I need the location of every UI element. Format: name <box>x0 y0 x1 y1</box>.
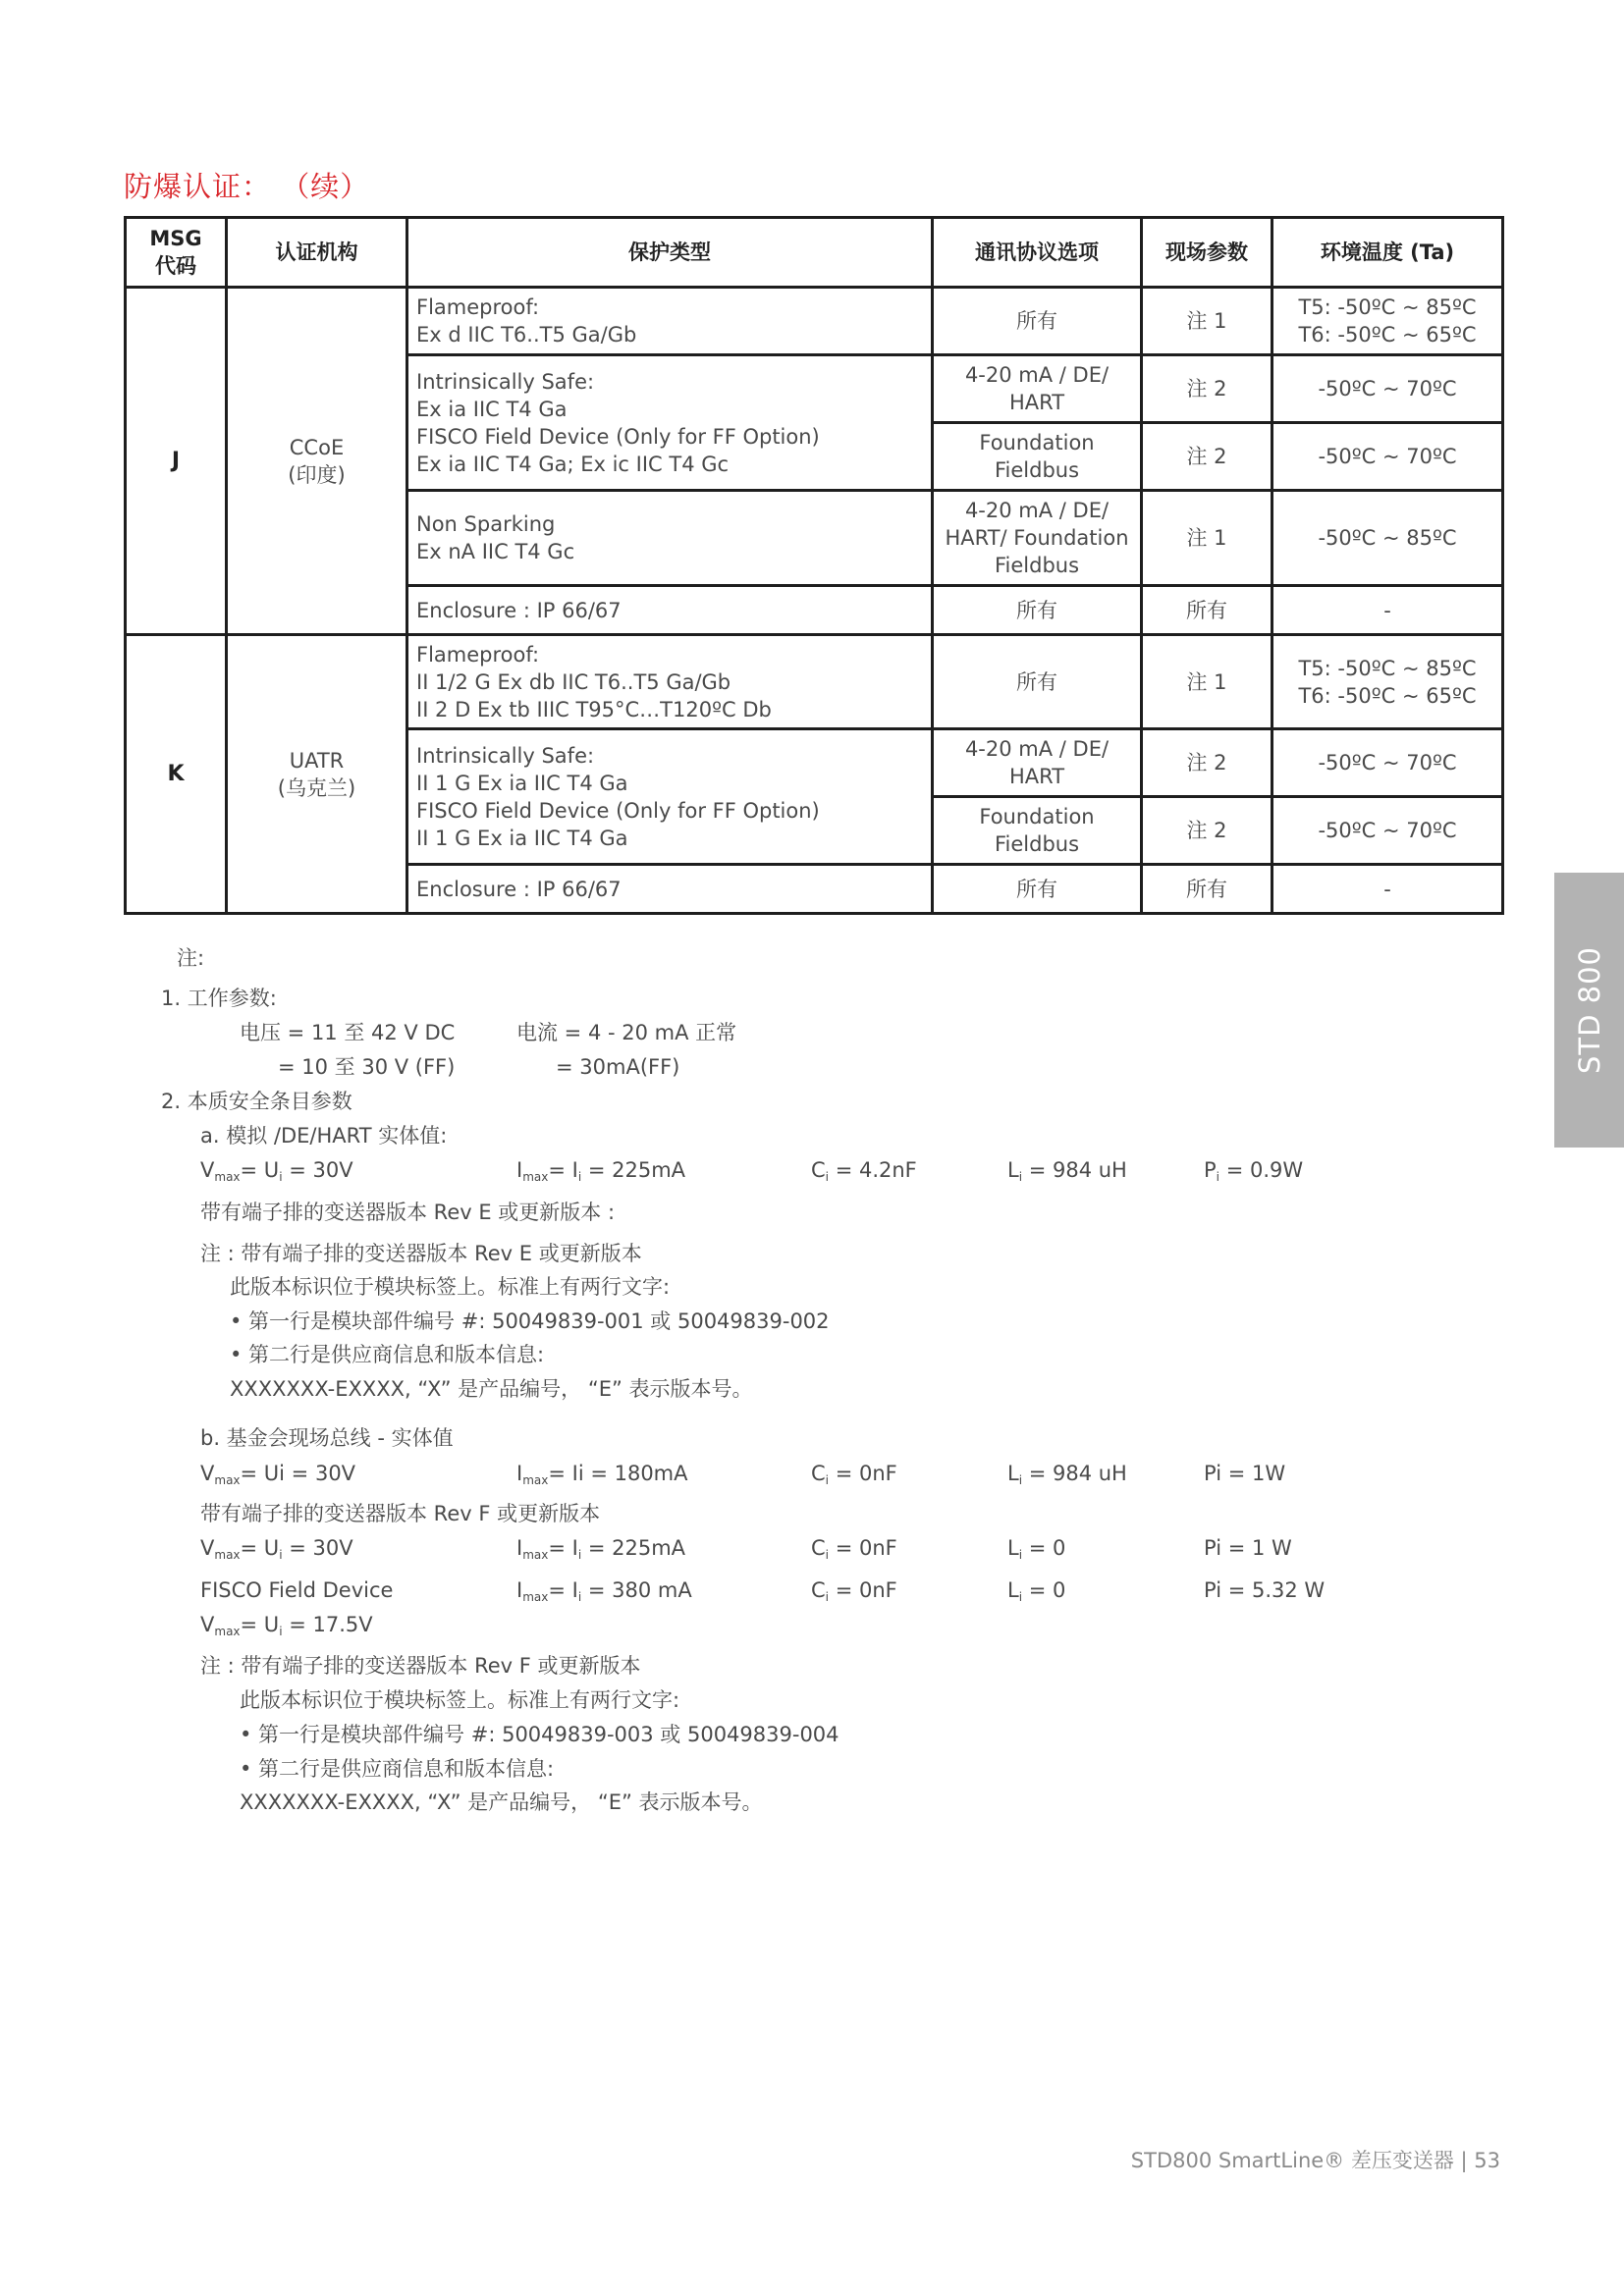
a-li: $L_i = 984$ uH <box>1007 1158 1127 1184</box>
header-ambient-temp: 环境温度 (Ta) <box>1272 218 1503 288</box>
section-title: 防爆认证： （续） <box>124 170 370 203</box>
b4-vmax: $V_{max}= U_i = 17.5V$ <box>200 1613 373 1638</box>
b1-li: $L_i = 984$ uH <box>1007 1462 1127 1487</box>
comm-cell: 所有 <box>933 865 1142 914</box>
protection-cell: Enclosure : IP 66/67 <box>407 586 933 635</box>
b-rev: 带有端子排的变送器版本 Rev F 或更新版本 <box>200 1502 601 1525</box>
a-imax: $I_{max}= I_i = 225mA$ <box>516 1158 686 1184</box>
note-2-title: 2. 本质安全条目参数 <box>161 1090 352 1113</box>
field-cell: 注 2 <box>1142 423 1272 491</box>
temp-cell: -50ºC ~ 70ºC <box>1272 797 1503 865</box>
a-ci: $C_i = 4.2nF$ <box>811 1158 917 1184</box>
comm-cell: 所有 <box>933 288 1142 355</box>
protection-cell: Flameproof: II 1/2 G Ex db IIC T6..T5 Ga/Gb II 2 D Ex tb IIIC T95°C…T120ºC Db <box>407 635 933 729</box>
note-2a-title: a. 模拟 /DE/HART 实体值: <box>200 1124 448 1148</box>
b2-ci: $C_i = 0nF$ <box>811 1536 897 1562</box>
field-cell: 注 2 <box>1142 797 1272 865</box>
side-tab <box>1554 873 1624 1148</box>
a-rev: 带有端子排的变送器版本 Rev E 或更新版本 : <box>200 1201 616 1224</box>
b-note-2: 此版本标识位于模块标签上。标准上有两行文字: <box>240 1688 680 1712</box>
field-cell: 注 1 <box>1142 491 1272 586</box>
table-header-row <box>126 218 1503 288</box>
comm-cell: 4-20 mA / DE/ HART <box>933 355 1142 423</box>
field-cell: 注 2 <box>1142 729 1272 797</box>
field-cell: 所有 <box>1142 865 1272 914</box>
temp-cell: -50ºC ~ 85ºC <box>1272 491 1503 586</box>
msg-code-k: K <box>126 635 227 914</box>
a-note-4: • 第二行是供应商信息和版本信息: <box>230 1343 545 1366</box>
a-note-2: 此版本标识位于模块标签上。标准上有两行文字: <box>230 1275 671 1299</box>
protection-cell: Intrinsically Safe: Ex ia IIC T4 Ga FISCO Field Device (Only for FF Option) Ex ia IIC T4 Ga; Ex ic IIC T4 Gc <box>407 355 933 491</box>
comm-cell: 4-20 mA / DE/ HART/ Foundation Fieldbus <box>933 491 1142 586</box>
temp-cell: -50ºC ~ 70ºC <box>1272 729 1503 797</box>
comm-cell: 4-20 mA / DE/ HART <box>933 729 1142 797</box>
note-1-title: 1. 工作参数: <box>161 987 277 1010</box>
a-vmax: $V_{max}= U_i = 30V$ <box>200 1158 353 1184</box>
temp-cell: T5: -50ºC ~ 85ºC T6: -50ºC ~ 65ºC <box>1272 288 1503 355</box>
voltage-ff: = 10 至 30 V (FF) <box>278 1055 456 1079</box>
b3-li: $L_i = 0$ <box>1007 1578 1066 1604</box>
current-normal: 电流 = 4 - 20 mA 正常 <box>516 1021 737 1044</box>
page-footer: STD800 SmartLine® 差压变送器 | 53 <box>1130 2149 1500 2172</box>
table-row <box>126 288 1503 355</box>
protection-cell: Non Sparking Ex nA IIC T4 Gc <box>407 491 933 586</box>
msg-code-j: J <box>126 288 227 635</box>
b2-vmax: $V_{max}= U_i = 30V$ <box>200 1536 353 1562</box>
b1-vmax: $V_{max}= Ui = 30V$ <box>200 1462 356 1487</box>
table-row <box>126 635 1503 729</box>
field-cell: 注 1 <box>1142 635 1272 729</box>
comm-cell: 所有 <box>933 635 1142 729</box>
agency-uatr: UATR (乌克兰) <box>227 635 407 914</box>
field-cell: 所有 <box>1142 586 1272 635</box>
certification-table <box>124 216 1504 915</box>
header-comm-option: 通讯协议选项 <box>933 218 1142 288</box>
side-tab-label: STD 800 <box>1572 945 1606 1075</box>
b3-imax: $I_{max}= I_i = 380$ mA <box>516 1578 692 1604</box>
temp-cell: -50ºC ~ 70ºC <box>1272 355 1503 423</box>
comm-cell: 所有 <box>933 586 1142 635</box>
current-ff: = 30mA(FF) <box>556 1055 680 1079</box>
b-note-3: • 第一行是模块部件编号 #: 50049839-003 或 50049839-004 <box>240 1723 839 1746</box>
voltage-normal: 电压 = 11 至 42 V DC <box>240 1021 456 1044</box>
protection-cell: Enclosure : IP 66/67 <box>407 865 933 914</box>
comm-cell: Foundation Fieldbus <box>933 797 1142 865</box>
protection-cell: Intrinsically Safe: II 1 G Ex ia IIC T4 Ga FISCO Field Device (Only for FF Option) II 1 G Ex ia IIC T4 Ga <box>407 729 933 865</box>
note-2b-title: b. 基金会现场总线 - 实体值 <box>200 1426 454 1450</box>
b3-fisco: FISCO Field Device <box>200 1578 394 1602</box>
notes-heading: 注: <box>177 946 205 970</box>
b3-ci: $C_i = 0nF$ <box>811 1578 897 1604</box>
b1-imax: $I_{max}= Ii = 180mA$ <box>516 1462 688 1487</box>
header-agency: 认证机构 <box>227 218 407 288</box>
field-cell: 注 1 <box>1142 288 1272 355</box>
b1-ci: $C_i = 0nF$ <box>811 1462 897 1487</box>
header-protection-type: 保护类型 <box>407 218 933 288</box>
b2-pi: Pi = 1 W <box>1204 1536 1292 1560</box>
b2-li: $L_i = 0$ <box>1007 1536 1066 1562</box>
temp-cell: -50ºC ~ 70ºC <box>1272 423 1503 491</box>
b1-pi: Pi = 1W <box>1204 1462 1286 1485</box>
header-field-param: 现场参数 <box>1142 218 1272 288</box>
temp-cell: - <box>1272 865 1503 914</box>
b-note-1: 注 : 带有端子排的变送器版本 Rev F 或更新版本 <box>200 1654 641 1678</box>
field-cell: 注 2 <box>1142 355 1272 423</box>
a-note-1: 注 : 带有端子排的变送器版本 Rev E 或更新版本 <box>200 1242 642 1265</box>
b-note-5: XXXXXXX-EXXXX, “X” 是产品编号， “E” 表示版本号。 <box>240 1790 763 1814</box>
comm-cell: Foundation Fieldbus <box>933 423 1142 491</box>
a-note-5: XXXXXXX-EXXXX, “X” 是产品编号， “E” 表示版本号。 <box>230 1377 753 1401</box>
protection-cell: Flameproof: Ex d IIC T6..T5 Ga/Gb <box>407 288 933 355</box>
temp-cell: T5: -50ºC ~ 85ºC T6: -50ºC ~ 65ºC <box>1272 635 1503 729</box>
header-msg-code: MSG 代码 <box>126 218 227 288</box>
b2-imax: $I_{max}= I_i = 225mA$ <box>516 1536 686 1562</box>
agency-ccoe: CCoE (印度) <box>227 288 407 635</box>
b-note-4: • 第二行是供应商信息和版本信息: <box>240 1757 555 1781</box>
a-note-3: • 第一行是模块部件编号 #: 50049839-001 或 50049839-002 <box>230 1309 830 1333</box>
b3-pi: Pi = 5.32 W <box>1204 1578 1326 1602</box>
temp-cell: - <box>1272 586 1503 635</box>
a-pi: $P_i = 0.9W$ <box>1204 1158 1304 1184</box>
